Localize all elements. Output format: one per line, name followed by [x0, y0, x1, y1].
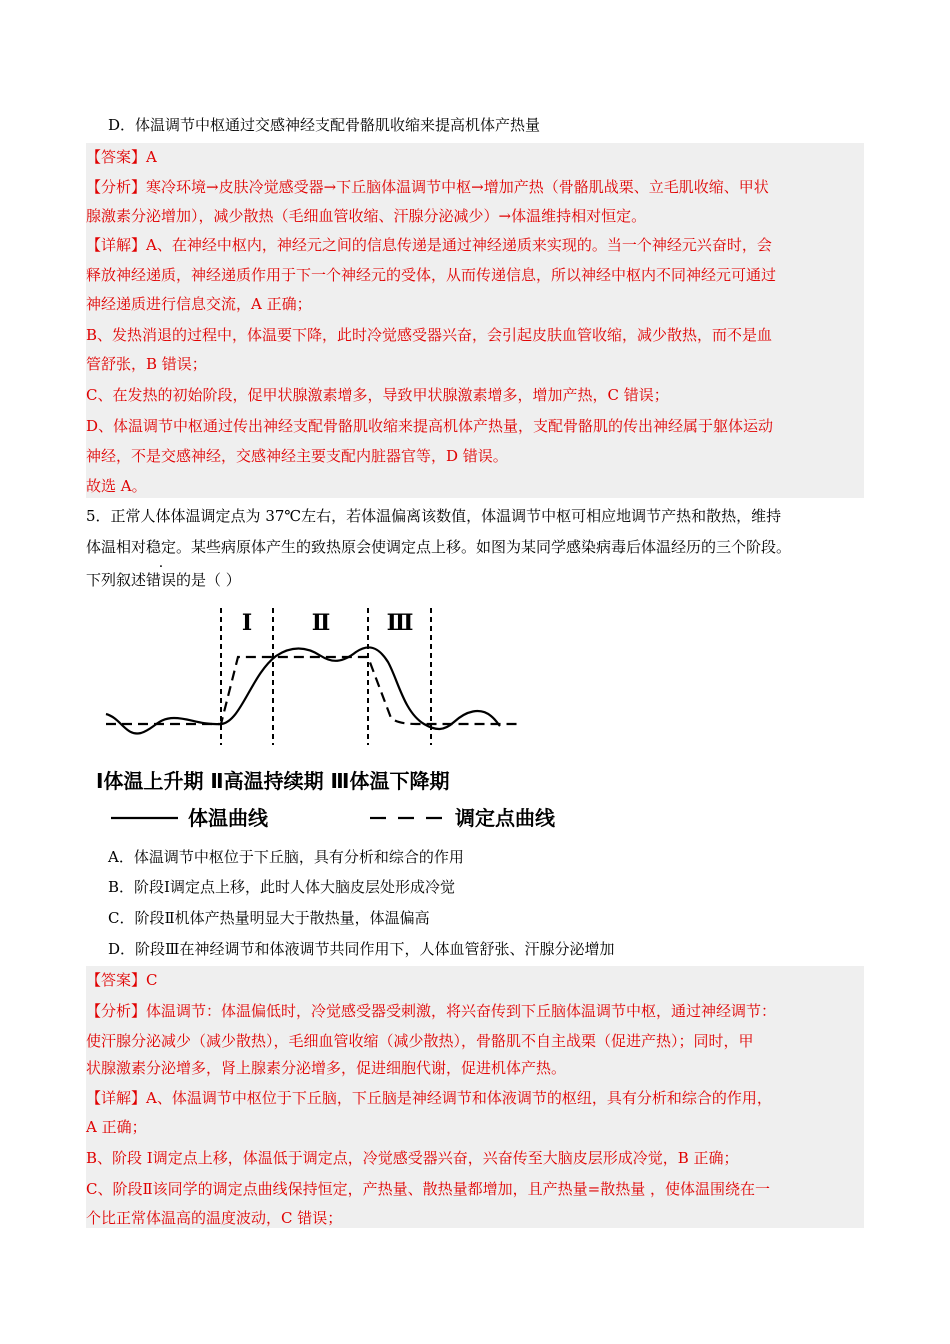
q4-detail-d-line1: D、体温调节中枢通过传出神经支配骨骼肌收缩来提高机体产热量，支配骨骼肌的传出神经属于躯体运动 — [86, 417, 774, 435]
q4-detail-line2: 释放神经递质，神经递质作用于下一个神经元的受体，从而传递信息，所以神经中枢内不同神经元可通过 — [86, 266, 777, 284]
q5-stem-line2: 体温相对稳定。某些病原体产生的致热原会使调定点上移。如图为某同学感染病毒后体温经历的三个阶段。 — [86, 538, 792, 556]
q5-analysis-line3: 状腺激素分泌增多，肾上腺素分泌增多，促进细胞代谢，促进机体产热。 — [86, 1059, 567, 1077]
stage-label-1: Ⅰ — [241, 610, 253, 636]
stage-label-2: Ⅱ — [311, 610, 331, 636]
q4-detail-c-line1: C、在发热的初始阶段，促甲状腺激素增多，导致甲状腺激素增多，增加产热，C 错误； — [86, 386, 669, 404]
q4-detail-line3: 神经递质进行信息交流，A 正确； — [86, 295, 312, 313]
q5-detail-c-line1: C、阶段Ⅱ该同学的调定点曲线保持恒定，产热量、散热量都增加，且产热量=散热量 ，使体温围绕在一 — [86, 1180, 771, 1198]
temperature-stage-figure — [86, 600, 606, 840]
q5-stem-emphasis: 错误 — [146, 571, 177, 589]
q5-stem-pre: 下列叙述 — [86, 571, 147, 589]
q5-detail-b-line1: B、阶段 Ⅰ调定点上移，体温低于调定点，冷觉感受器兴奋，兴奋传至大脑皮层形成冷觉，B 正确； — [86, 1149, 739, 1167]
q5-option-c: C．阶段Ⅱ机体产热量明显大于散热量，体温偏高 — [108, 909, 430, 927]
q4-option-d: D．体温调节中枢通过交感神经支配骨骼肌收缩来提高机体产热量 — [108, 116, 541, 134]
q4-detail-b-line1: B、发热消退的过程中，体温要下降，此时冷觉感受器兴奋，会引起皮肤血管收缩，减少散热，而不是血 — [86, 326, 773, 344]
q5-detail-c-line2: 个比正常体温高的温度波动，C 错误； — [86, 1209, 343, 1227]
q5-option-d: D．阶段Ⅲ在神经调节和体液调节共同作用下，人体血管舒张、汗腺分泌增加 — [108, 940, 615, 958]
q5-answer: 【答案】C — [86, 971, 158, 989]
legend-solid-label: 体温曲线 — [188, 806, 268, 830]
q5-option-a: A．体温调节中枢位于下丘脑，具有分析和综合的作用 — [108, 848, 464, 866]
q4-conclusion: 故选 A。 — [86, 477, 147, 495]
q4-answer: 【答案】A — [86, 148, 157, 166]
q4-analysis-line2: 腺激素分泌增加），减少散热（毛细血管收缩、汗腺分泌减少）→体温维持相对恒定。 — [86, 207, 647, 225]
body-temperature-curve — [106, 647, 500, 733]
q4-detail-line1: 【详解】A、在神经中枢内，神经元之间的信息传递是通过神经递质来实现的。当一个神经元兴奋时，会 — [86, 236, 772, 254]
legend-dashed-label: 调定点曲线 — [455, 806, 555, 830]
set-point-curve — [106, 657, 521, 724]
q5-stem-post: 的是（ ） — [176, 571, 241, 589]
q5-analysis-line1: 【分析】体温调节：体温偏低时，冷觉感受器受刺激，将兴奋传到下丘脑体温调节中枢，通过神经调节： — [86, 1002, 777, 1020]
q5-analysis-line2: 使汗腺分泌减少（减少散热），毛细血管收缩（减少散热），骨骼肌不自主战栗（促进产热）；同时，甲 — [86, 1032, 754, 1050]
q4-detail-d-line2: 神经，不是交感神经，交感神经主要支配内脏器官等，D 错误。 — [86, 447, 508, 465]
q5-detail-line1: 【详解】A、体温调节中枢位于下丘脑，下丘脑是神经调节和体液调节的枢纽，具有分析和综合的作用， — [86, 1089, 772, 1107]
q5-option-b: B．阶段Ⅰ调定点上移，此时人体大脑皮层处形成冷觉 — [108, 878, 455, 896]
q5-stem-line1: 5．正常人体体温调定点为 37℃左右，若体温偏离该数值，体温调节中枢可相应地调节产热和散热，维持 — [86, 507, 782, 525]
temperature-diagram — [86, 600, 606, 840]
q5-detail-line2: A 正确； — [86, 1118, 147, 1136]
q4-detail-b-line2: 管舒张，B 错误； — [86, 355, 207, 373]
q5-stem-line3 — [86, 570, 866, 590]
q4-analysis-line1: 【分析】寒冷环境→皮肤冷觉感受器→下丘脑体温调节中枢→增加产热（骨骼肌战栗、立毛肌收缩、甲状 — [86, 178, 769, 196]
stages-caption: Ⅰ体温上升期 Ⅱ高温持续期 Ⅲ体温下降期 — [96, 769, 450, 793]
stage-label-3: Ⅲ — [386, 610, 414, 636]
